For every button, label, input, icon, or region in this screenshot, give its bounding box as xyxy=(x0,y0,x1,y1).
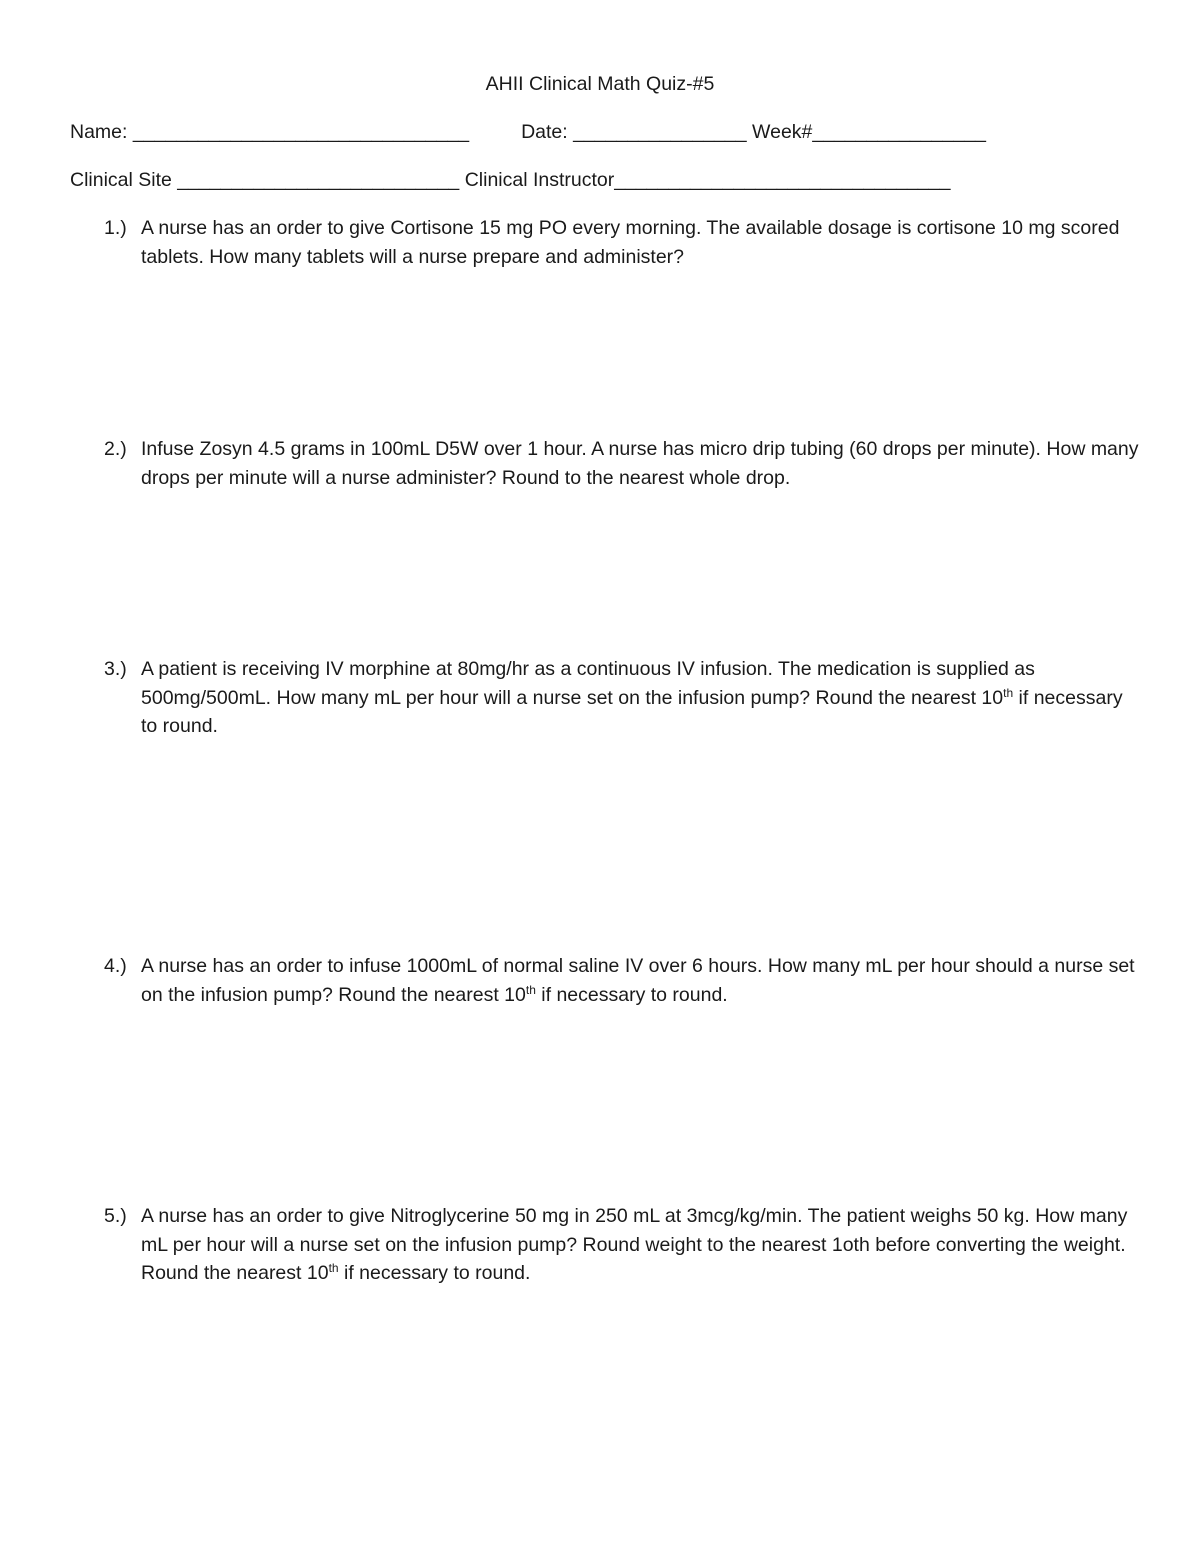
clinical-instructor-label: Clinical Instructor xyxy=(464,169,615,191)
question-text-main: A nurse has an order to give Nitroglycerine 50 mg in 250 mL at 3mcg/kg/min. The patient weighs 50 kg. How many mL per hour will a nurse set on the infusion pump? Round weight to the nearest 1oth before converting the weight. Round the nearest 10 xyxy=(141,1205,1128,1284)
clinical-instructor-field[interactable]: _______________________________ xyxy=(614,169,951,191)
question-text-main: A nurse has an order to infuse 1000mL of normal saline IV over 6 hours. How many mL per hour should a nurse set on the infusion pump? Round the nearest 10 xyxy=(141,955,1135,1006)
question-1 xyxy=(104,214,1144,271)
question-number: 2.) xyxy=(104,438,127,460)
question-4 xyxy=(104,952,1144,1009)
question-text xyxy=(141,655,1144,741)
question-2 xyxy=(104,435,1144,492)
question-text xyxy=(141,952,1144,1009)
ordinal-superscript: th xyxy=(328,1261,339,1275)
week-field[interactable]: ________________ xyxy=(812,121,986,143)
question-text-end: if necessary to round. xyxy=(141,686,1123,737)
question-text: A nurse has an order to give Cortisone 15 mg PO every morning. The available dosage is cortisone 10 mg scored tablets. How many tablets will a nurse prepare and administer? xyxy=(141,217,1120,268)
question-number: 4.) xyxy=(104,955,127,977)
question-number: 3.) xyxy=(104,658,127,680)
question-text-end: if necessary to round. xyxy=(535,983,728,1006)
question-text-end: if necessary to round. xyxy=(338,1262,531,1284)
date-field[interactable]: ________________ xyxy=(573,121,747,143)
name-label: Name: xyxy=(70,121,128,143)
question-text: Infuse Zosyn 4.5 grams in 100mL D5W over 1 hour. A nurse has micro drip tubing (60 drops per minute). How many drops per minute will a nurse administer? Round to the nearest whole drop. xyxy=(141,438,1139,489)
question-5 xyxy=(104,1202,1144,1288)
name-field[interactable]: _______________________________ xyxy=(132,121,470,143)
ordinal-superscript: th xyxy=(1003,685,1014,700)
clinical-site-field[interactable]: __________________________ xyxy=(177,169,460,191)
question-number: 1.) xyxy=(104,217,127,239)
question-3 xyxy=(104,655,1144,741)
date-label: Date: xyxy=(521,121,568,143)
site-instructor-line xyxy=(70,166,950,195)
quiz-title: AHII Clinical Math Quiz-#5 xyxy=(485,73,715,95)
question-text-main: A patient is receiving IV morphine at 80mg/hr as a continuous IV infusion. The medication is supplied as 500mg/500mL. How many mL per hour will a nurse set on the infusion pump? Round the nearest 10 xyxy=(141,658,1035,709)
question-number: 5.) xyxy=(104,1205,127,1227)
question-text xyxy=(141,1202,1144,1288)
clinical-site-label: Clinical Site xyxy=(70,169,172,191)
name-date-week-line xyxy=(70,118,986,147)
ordinal-superscript: th xyxy=(525,982,536,997)
week-label: Week# xyxy=(752,121,813,143)
